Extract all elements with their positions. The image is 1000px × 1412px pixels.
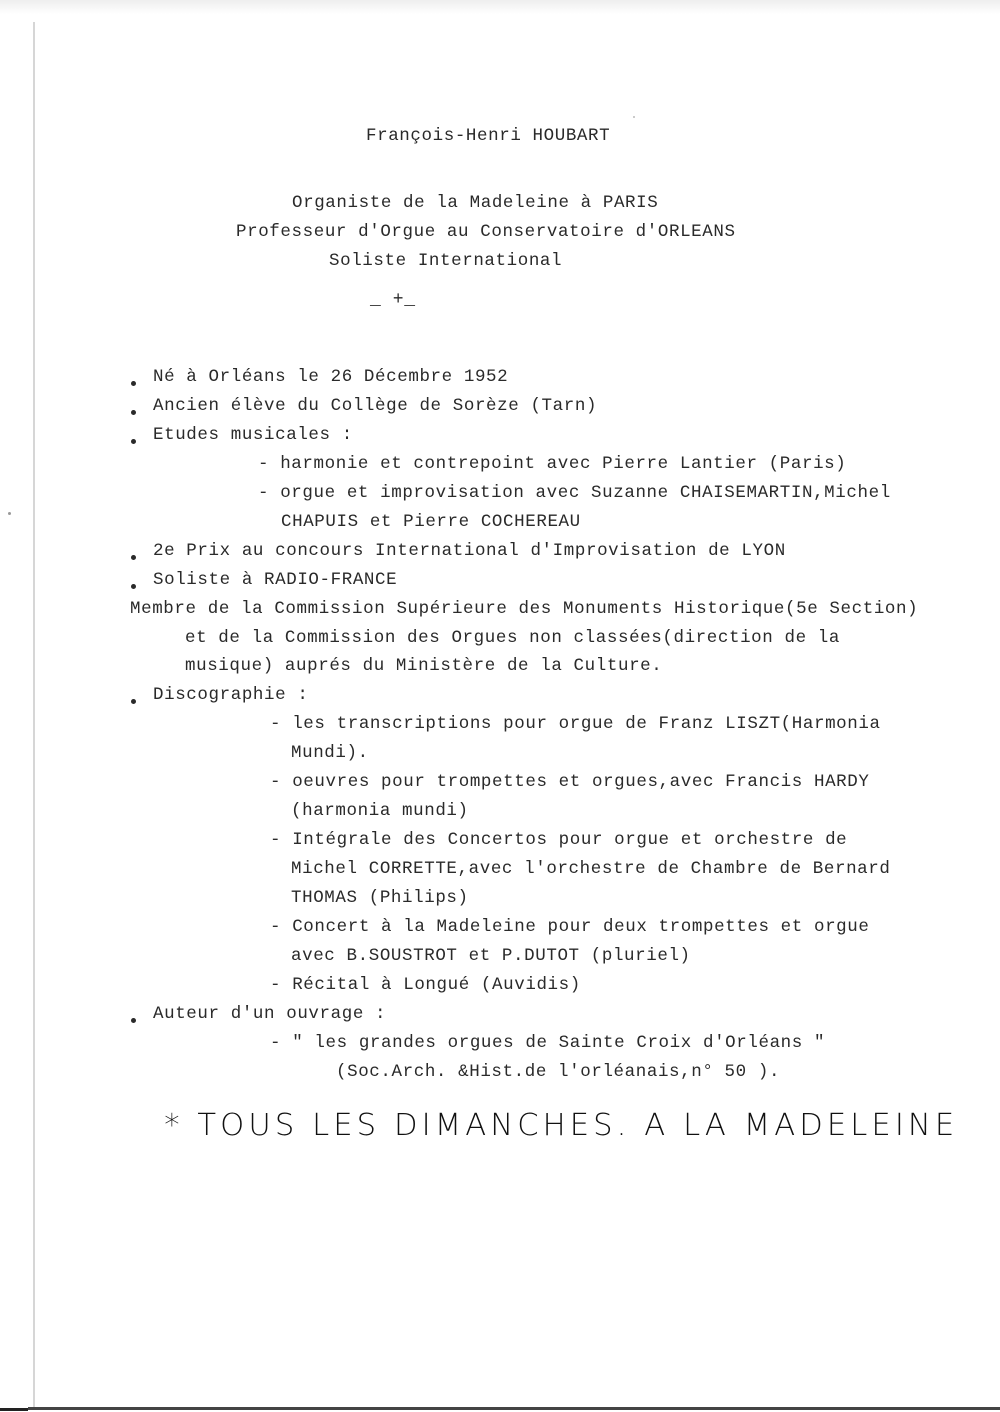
discography-item-line: THOMAS (Philips) (291, 888, 469, 908)
discography-item-line: - Intégrale des Concertos pour orgue et orchestre de (270, 830, 848, 850)
discography-item-line: Mundi). (291, 743, 369, 763)
page-left-edge (33, 22, 35, 1410)
scan-speck (8, 512, 11, 515)
bullet-icon (131, 555, 136, 560)
title-line-soloist: Soliste International (329, 251, 563, 271)
bullet-icon (131, 1018, 136, 1023)
bio-membership-line: musique) auprés du Ministère de la Culture. (185, 656, 663, 676)
book-source-line: (Soc.Arch. &Hist.de l'orléanais,n° 50 ). (336, 1062, 781, 1082)
bio-school: Ancien élève du Collège de Sorèze (Tarn) (153, 396, 598, 416)
title-line-professor: Professeur d'Orgue au Conservatoire d'ORLEANS (236, 222, 736, 242)
title-line-organist: Organiste de la Madeleine à PARIS (292, 193, 659, 213)
bio-discography-label: Discographie : (153, 685, 309, 705)
bio-prize: 2e Prix au concours International d'Improvisation de LYON (153, 541, 786, 561)
bio-membership-line: et de la Commission des Orgues non classées(direction de la (185, 628, 841, 648)
page-bottom-edge (28, 1407, 1000, 1410)
handwritten-note: * TOUS LES DIMANCHES. A LA MADELEINE (164, 1108, 959, 1143)
discography-item-line: - les transcriptions pour orgue de Franz LISZT(Harmonia (270, 714, 881, 734)
discography-item-line: Michel CORRETTE,avec l'orchestre de Chambre de Bernard (291, 859, 891, 879)
studies-item-line: - orgue et improvisation avec Suzanne CHAISEMARTIN,Michel (258, 483, 891, 503)
header-separator: _ +_ (370, 290, 416, 310)
bio-membership-line: Membre de la Commission Supérieure des Monuments Historique(5e Section) (130, 599, 919, 619)
discography-item-line: avec B.SOUSTROT et P.DUTOT (pluriel) (291, 946, 691, 966)
discography-item-line: - oeuvres pour trompettes et orgues,avec Francis HARDY (270, 772, 870, 792)
page-bottom-edge-left (0, 1408, 28, 1411)
studies-item-line: CHAPUIS et Pierre COCHEREAU (281, 512, 581, 532)
bio-birth: Né à Orléans le 26 Décembre 1952 (153, 367, 509, 387)
bio-radio: Soliste à RADIO-FRANCE (153, 570, 398, 590)
bullet-icon (131, 439, 136, 444)
studies-item-line: - harmonie et contrepoint avec Pierre Lantier (Paris) (258, 454, 847, 474)
bullet-icon (131, 381, 136, 386)
bio-author-label: Auteur d'un ouvrage : (153, 1004, 387, 1024)
discography-item-line: - Concert à la Madeleine pour deux trompettes et orgue (270, 917, 870, 937)
bio-studies-label: Etudes musicales : (153, 425, 353, 445)
discography-item-line: - Récital à Longué (Auvidis) (270, 975, 581, 995)
book-title-line: - " les grandes orgues de Sainte Croix d'Orléans " (270, 1033, 826, 1053)
person-name: François-Henri HOUBART (366, 126, 611, 146)
bullet-icon (131, 699, 136, 704)
discography-item-line: (harmonia mundi) (291, 801, 469, 821)
bullet-icon (131, 410, 136, 415)
bullet-icon (131, 584, 136, 589)
scan-top-edge (0, 0, 1000, 14)
scan-speck (633, 116, 635, 118)
